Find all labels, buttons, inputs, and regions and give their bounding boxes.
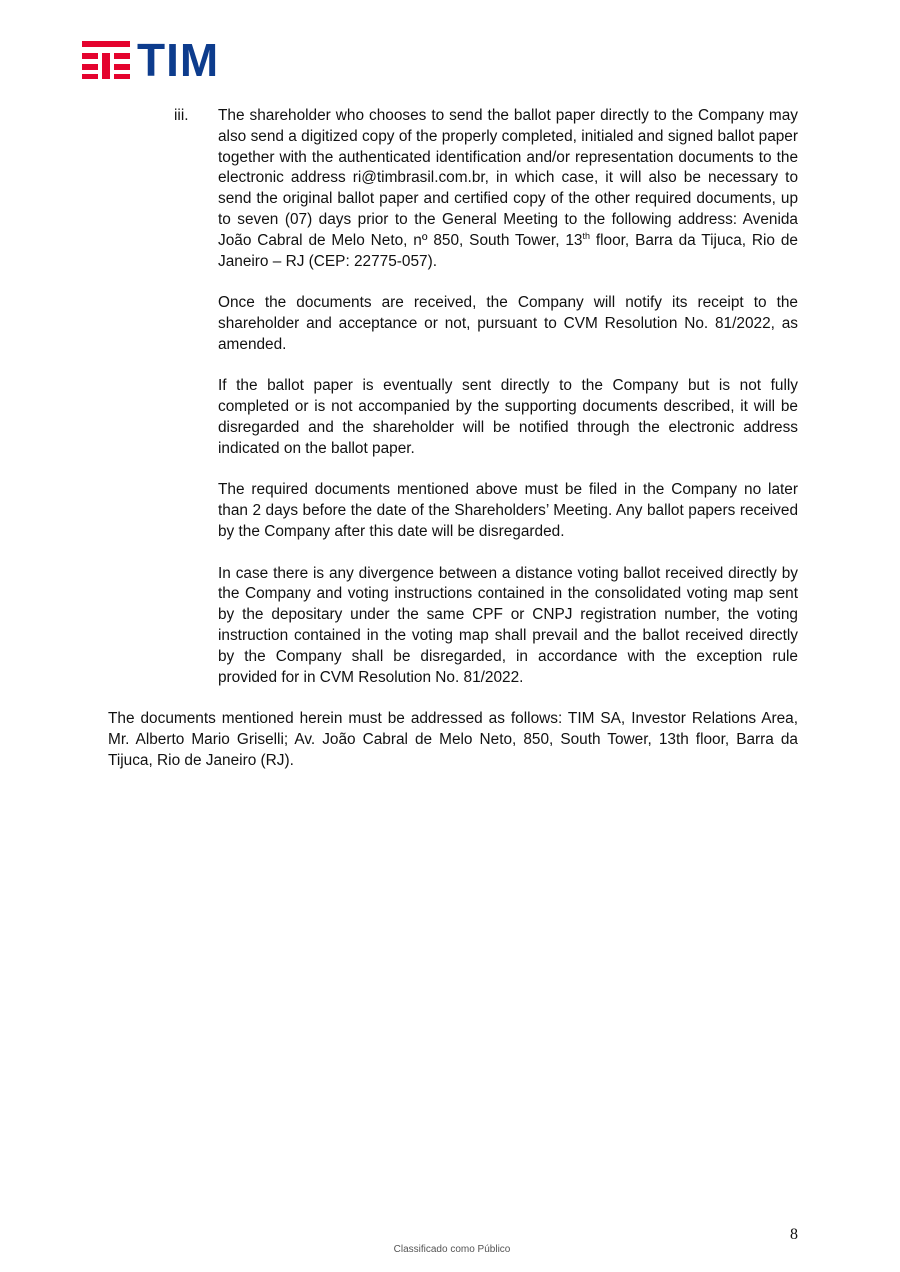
item-paragraph-3: If the ballot paper is eventually sent directly to the Company but is not fully completed or is not accompanied by the supporting documents described, it will be disregarded and the shareholder will be notified through the electronic address indicated on the ballot paper. xyxy=(218,377,798,457)
list-item-iii xyxy=(108,106,798,688)
item-paragraph-1 xyxy=(218,106,798,272)
tim-logo-text: TIM xyxy=(137,34,220,86)
paragraph-text: floor, Barra da Tijuca, Rio de Janeiro – RJ (CEP: 22775-057). xyxy=(218,231,798,270)
item-paragraph-5: In case there is any divergence between a distance voting ballot received directly by the Company and voting instructions contained in the consolidated voting map sent by the depositary under the same CPF or CNPJ registration number, the voting instruction contained in the voting map shall prevail and the ballot received directly by the Company shall be disregarded, in accordance with the exception rule provided for in CVM Resolution No. 81/2022. xyxy=(218,564,798,686)
closing-paragraph: The documents mentioned herein must be addressed as follows: TIM SA, Investor Relations Area, Mr. Alberto Mario Griselli; Av. João Cabral de Melo Neto, 850, South Tower, 13th floor, Barra da Tijuca, Rio de Janeiro (RJ). xyxy=(108,710,798,769)
superscript: th xyxy=(582,230,590,241)
item-paragraph-2: Once the documents are received, the Company will notify its receipt to the shareholder and acceptance or not, pursuant to CVM Resolution No. 81/2022, as amended. xyxy=(218,294,798,353)
tim-logo-mark xyxy=(82,40,130,80)
paragraph-text: The shareholder who chooses to send the ballot paper directly to the Company may also send a digitized copy of the properly completed, initialed and signed ballot paper together with the authenticated identification and/or representation documents to the electronic address ri@timbrasil.com.br, in which case, it will also be necessary to send the original ballot paper and certified copy of the other required documents, up to seven (07) days prior to the General Meeting to the following address: Avenida João Cabral de Melo Neto, nº 850, South Tower, 13 xyxy=(218,107,798,249)
page-number: 8 xyxy=(790,1226,798,1243)
list-item-marker: iii. xyxy=(174,107,189,124)
tim-logo xyxy=(82,34,232,86)
classification-label: Classificado como Público xyxy=(393,1244,511,1255)
item-paragraph-4: The required documents mentioned above must be filed in the Company no later than 2 days before the date of the Shareholders’ Meeting. Any ballot papers received by the Company after this date will be disregarded. xyxy=(218,481,798,540)
document-body xyxy=(108,106,798,772)
